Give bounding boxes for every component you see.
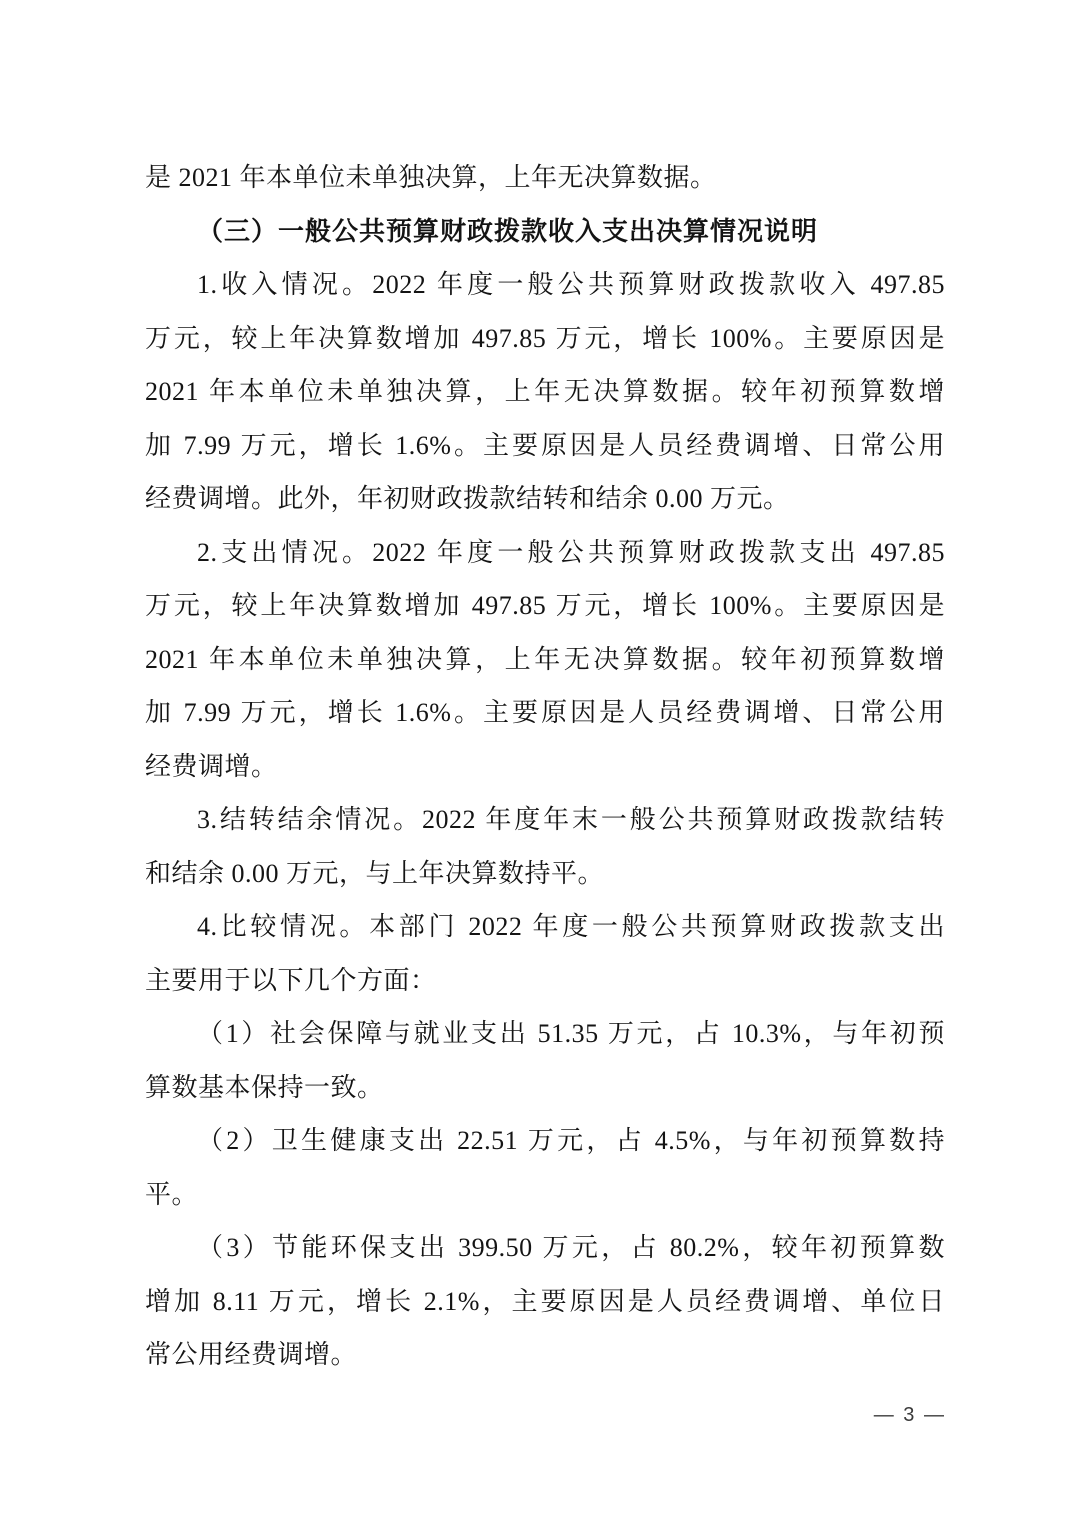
text-line: 2.支出情况。2022 年度一般公共预算财政拨款支出 497.85 xyxy=(197,537,945,567)
text-line: 加 7.99 万元，增长 1.6%。主要原因是人员经费调增、日常公用 xyxy=(145,698,945,727)
text-line: 常公用经费调增。 xyxy=(145,1340,358,1369)
page-footer xyxy=(874,1404,946,1427)
text-line: 和结余 0.00 万元，与上年决算数持平。 xyxy=(145,858,605,888)
text-line: 主要用于以下几个方面： xyxy=(145,965,437,995)
text-line: 加 7.99 万元，增长 1.6%。主要原因是人员经费调增、日常公用 xyxy=(145,430,945,460)
section-heading: （三）一般公共预算财政拨款收入支出决算情况说明 xyxy=(197,216,819,246)
text-line: 2021 年本单位未单独决算，上年无决算数据。较年初预算数增 xyxy=(145,377,945,406)
text-line: 3.结转结余情况。2022 年度年末一般公共预算财政拨款结转 xyxy=(197,805,945,834)
document-body xyxy=(145,151,945,1382)
text-line: 平。 xyxy=(145,1179,199,1209)
text-line: （3）节能环保支出 399.50 万元，占 80.2%，较年初预算数 xyxy=(197,1233,945,1262)
text-line: （1）社会保障与就业支出 51.35 万元，占 10.3%，与年初预 xyxy=(197,1019,945,1048)
text-line: 万元，较上年决算数增加 497.85 万元，增长 100%。主要原因是 xyxy=(145,323,945,353)
text-line: 经费调增。 xyxy=(145,751,278,781)
text-line: 2021 年本单位未单独决算，上年无决算数据。较年初预算数增 xyxy=(145,644,945,674)
text-line: 算数基本保持一致。 xyxy=(145,1072,384,1102)
text-line: 经费调增。此外，年初财政拨款结转和结余 0.00 万元。 xyxy=(145,484,790,513)
text-line: 1.收入情况。2022 年度一般公共预算财政拨款收入 497.85 xyxy=(197,270,945,299)
text-line: 万元，较上年决算数增加 497.85 万元，增长 100%。主要原因是 xyxy=(145,591,945,620)
text-line: 增加 8.11 万元，增长 2.1%，主要原因是人员经费调增、单位日 xyxy=(145,1286,945,1316)
page-number: — 3 — xyxy=(873,1404,946,1426)
text-line: 4.比较情况。本部门 2022 年度一般公共预算财政拨款支出 xyxy=(197,912,945,941)
text-line: 是 2021 年本单位未单独决算，上年无决算数据。 xyxy=(145,163,717,192)
text-line: （2）卫生健康支出 22.51 万元，占 4.5%，与年初预算数持 xyxy=(197,1126,945,1155)
